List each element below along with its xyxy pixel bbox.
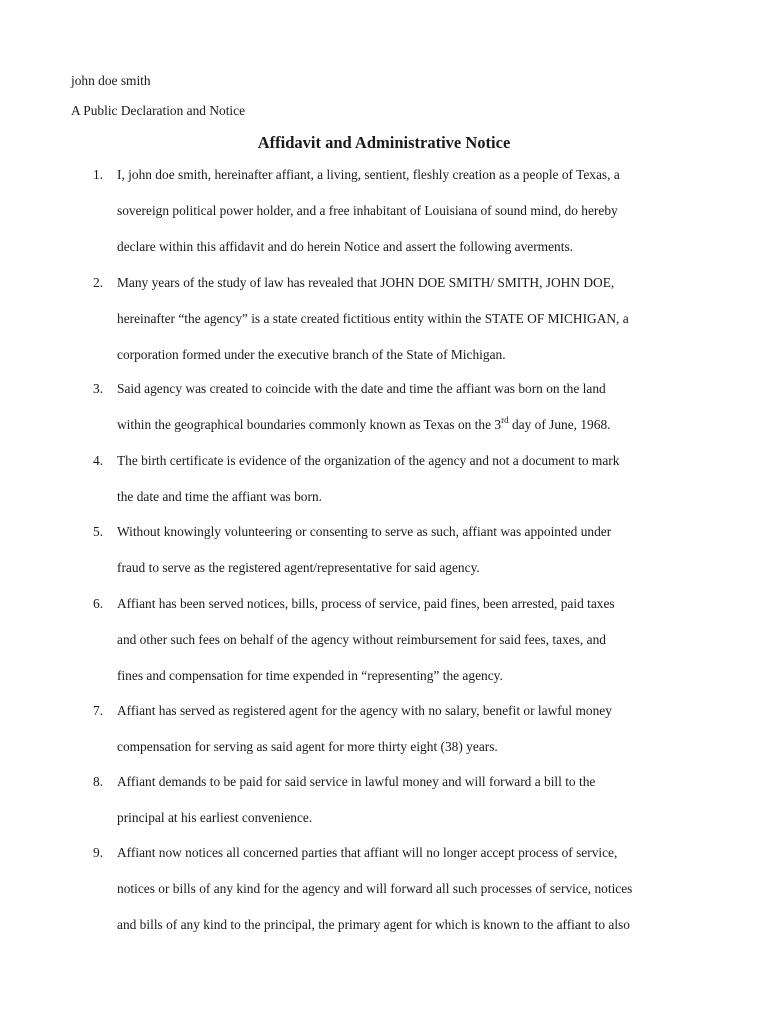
averment-number: 3. (93, 381, 104, 396)
averment-line: sovereign political power holder, and a free inhabitant of Louisiana of sound mind, do hereby (117, 203, 618, 218)
averment-line: compensation for serving as said agent for more thirty eight (38) years. (117, 739, 498, 754)
averment-line-with-superscript (117, 414, 611, 433)
averment-number: 6. (93, 596, 104, 611)
averment-line: notices or bills of any kind for the agency and will forward all such processes of service, notices (117, 881, 633, 896)
averment-number: 8. (93, 774, 104, 789)
averment-number: 4. (93, 453, 104, 468)
averment-line: hereinafter “the agency” is a state created fictitious entity within the STATE OF MICHIGAN, a (117, 311, 629, 326)
averment-line: and bills of any kind to the principal, the primary agent for which is known to the affiant to also (117, 917, 630, 932)
averment-line: principal at his earliest convenience. (117, 810, 313, 825)
averment-number: 7. (93, 703, 104, 718)
averment-line: I, john doe smith, hereinafter affiant, a living, sentient, fleshly creation as a people of Texas, a (117, 167, 620, 182)
ordinal-suffix: rd (501, 414, 509, 425)
averment-line: corporation formed under the executive branch of the State of Michigan. (117, 347, 506, 362)
averment-line: Affiant has been served notices, bills, process of service, paid fines, been arrested, paid taxes (117, 596, 615, 611)
averment-line-text: day of June, 1968. (508, 417, 611, 432)
averment-line: Said agency was created to coincide with the date and time the affiant was born on the land (117, 381, 606, 396)
averment-line: Many years of the study of law has revealed that JOHN DOE SMITH/ SMITH, JOHN DOE, (117, 275, 615, 290)
averment-line: fraud to serve as the registered agent/representative for said agency. (117, 560, 480, 575)
averment-line: fines and compensation for time expended in “representing” the agency. (117, 668, 503, 683)
author-name: john doe smith (71, 73, 151, 88)
averment-number: 5. (93, 524, 104, 539)
averment-line: and other such fees on behalf of the agency without reimbursement for said fees, taxes, and (117, 632, 606, 647)
averment-line: Affiant demands to be paid for said service in lawful money and will forward a bill to the (117, 774, 596, 789)
averment-line: Without knowingly volunteering or consenting to serve as such, affiant was appointed under (117, 524, 612, 539)
averment-number: 2. (93, 275, 104, 290)
declaration-heading: A Public Declaration and Notice (71, 103, 246, 118)
averment-line: declare within this affidavit and do herein Notice and assert the following averments. (117, 239, 574, 254)
averment-line: Affiant now notices all concerned parties that affiant will no longer accept process of service, (117, 845, 618, 860)
document-title: Affidavit and Administrative Notice (257, 133, 511, 152)
averment-line: Affiant has served as registered agent for the agency with no salary, benefit or lawful money (117, 703, 612, 718)
averment-number: 1. (93, 167, 104, 182)
averment-line: The birth certificate is evidence of the organization of the agency and not a document to mark (117, 453, 620, 468)
averment-line: the date and time the affiant was born. (117, 489, 323, 504)
averment-line-text: within the geographical boundaries commonly known as Texas on the 3 (117, 417, 502, 432)
averment-number: 9. (93, 845, 104, 860)
